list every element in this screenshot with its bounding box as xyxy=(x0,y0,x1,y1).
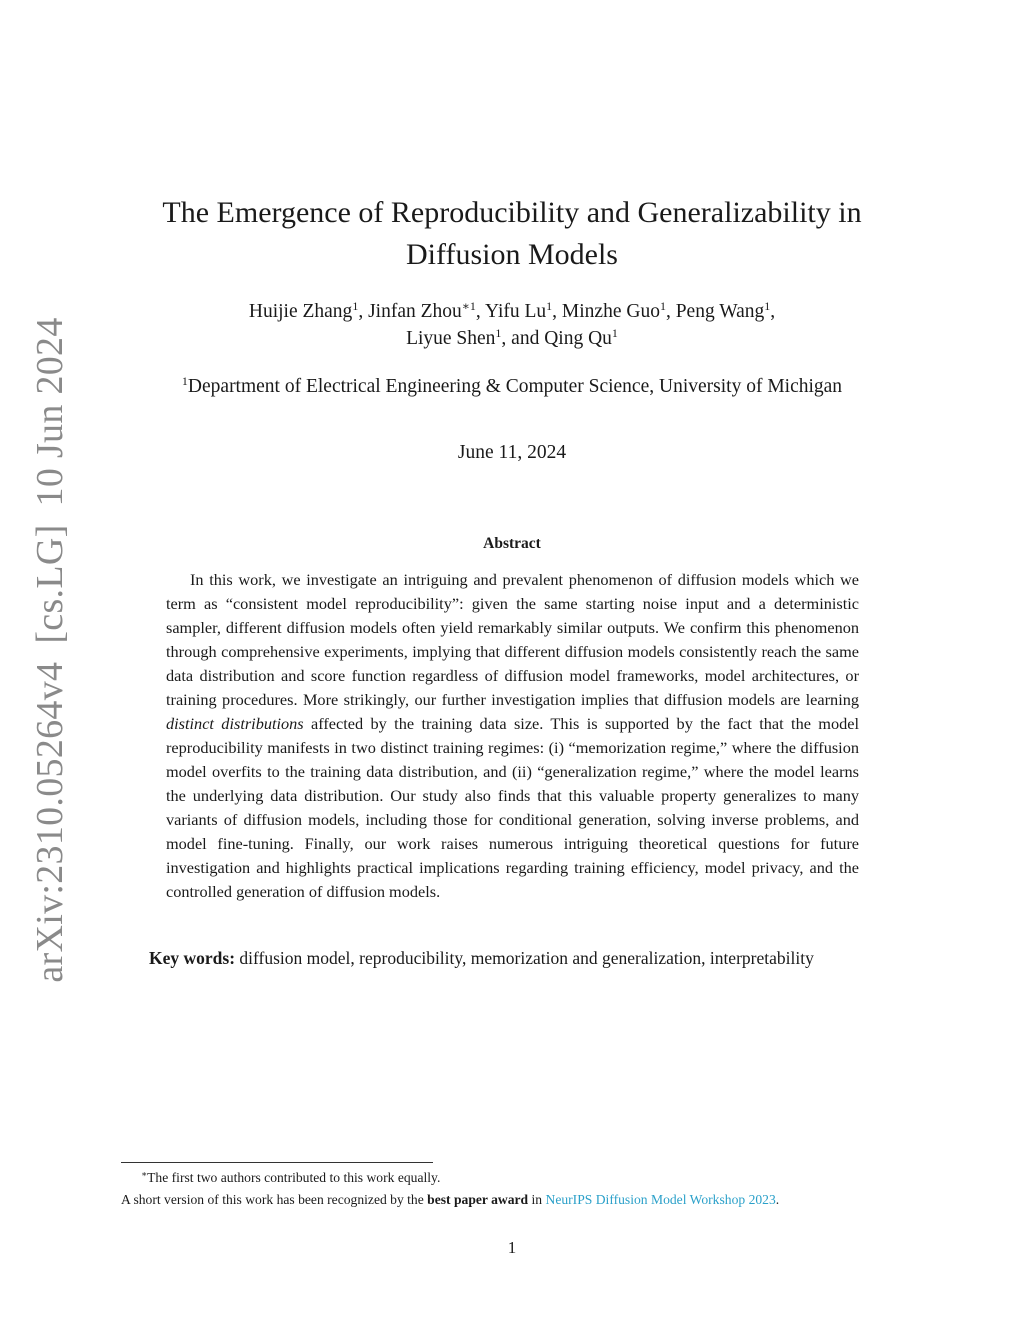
author-name: Qing Qu xyxy=(544,328,612,349)
workshop-link[interactable]: NeurIPS Diffusion Model Workshop 2023 xyxy=(545,1192,776,1207)
page-number: 1 xyxy=(507,1238,517,1257)
abstract-heading: Abstract xyxy=(483,535,541,552)
abstract-emphasis: distinct distributions xyxy=(166,714,304,733)
author-affiliation-mark: 1 xyxy=(611,326,618,340)
abstract-body xyxy=(166,568,859,904)
arxiv-identifier-stamp xyxy=(28,317,72,982)
abstract-text-part-2: affected by the training data size. This is supported by the fact that the model reproducibility manifests in two distinct training regimes: (i) “memorization regime,” where the diffusion model overfits to the training data distribution, and (ii) “generalization regime,” where the model learns the underlying data distribution. Our study also finds that this valuable property generalizes to many variants of diffusion models, including those for conditional generation, solving inverse problems, and model fine-tuning. Finally, our work raises numerous intriguing theoretical questions for future investigation and highlights practical implications regarding training efficiency, model privacy, and the controlled generation of diffusion models. xyxy=(166,714,860,901)
author-name: Huijie Zhang xyxy=(248,301,353,322)
publication-date: June 11, 2024 xyxy=(457,442,567,463)
keywords-text: diffusion model, reproducibility, memorization and generalization, interpretability xyxy=(239,948,814,968)
author-affiliation-mark: 1 xyxy=(546,299,553,313)
award-name: best paper award xyxy=(427,1192,529,1207)
author-line-1: Huijie Zhang$^1$, Jinfan Zhou$^{∗1}$, Yifu Lu$^1$, Minzhe Guo$^1$, Peng Wang$^1$, xyxy=(248,299,776,322)
author-affiliation-mark: 1 xyxy=(659,299,666,313)
author-name: Jinfan Zhou xyxy=(368,301,462,322)
footnote-award: A short version of this work has been recognized by the best paper award in NeurIPS Diffusion Model Workshop 2023. xyxy=(121,1192,780,1207)
affiliation-text: Department of Electrical Engineering & Computer Science, University of Michigan xyxy=(187,376,843,397)
footnote-text: The first two authors contributed to this work equally. xyxy=(147,1170,441,1185)
arxiv-category: [cs.LG] xyxy=(29,524,71,644)
paper-title: The Emergence of Reproducibility and Generalizability in Diffusion Models xyxy=(162,196,862,271)
author-affiliation-mark: ∗1 xyxy=(461,299,476,313)
footnote-equal-contribution xyxy=(121,1168,941,1188)
abstract-text-part-1: In this work, we investigate an intriguing and prevalent phenomenon of diffusion models which we term as “consistent model reproducibility”: given the same starting noise input and a deterministic sampler, different diffusion models often yield remarkably similar outputs. We confirm this phenomenon through comprehensive experiments, implying that different diffusion models consistently reach the same data distribution and score function regardless of diffusion model frameworks, model architectures, or training procedures. More strikingly, our further investigation implies that diffusion models are learning xyxy=(166,570,859,709)
author-name: Yifu Lu xyxy=(484,301,547,322)
author-affiliation-mark: 1 xyxy=(764,299,771,313)
author-line-2: Liyue Shen$^1$, and Qing Qu$^1$ xyxy=(406,326,618,349)
affiliation-mark: 1 xyxy=(181,374,188,388)
keywords xyxy=(149,946,909,970)
author-name: Minzhe Guo xyxy=(561,301,660,322)
affiliation xyxy=(100,374,924,400)
author-name: Liyue Shen xyxy=(406,328,496,349)
arxiv-id: arXiv:2310.05264v4 xyxy=(29,661,71,983)
arxiv-date: 10 Jun 2024 xyxy=(29,317,71,507)
author-list xyxy=(130,298,894,352)
footnote-divider xyxy=(121,1162,433,1163)
author-affiliation-mark: 1 xyxy=(495,326,502,340)
author-affiliation-mark: 1 xyxy=(352,299,359,313)
author-name: Peng Wang xyxy=(675,301,765,322)
keywords-label: Key words: xyxy=(149,948,236,968)
footnote-mark: ∗ xyxy=(141,1169,148,1179)
